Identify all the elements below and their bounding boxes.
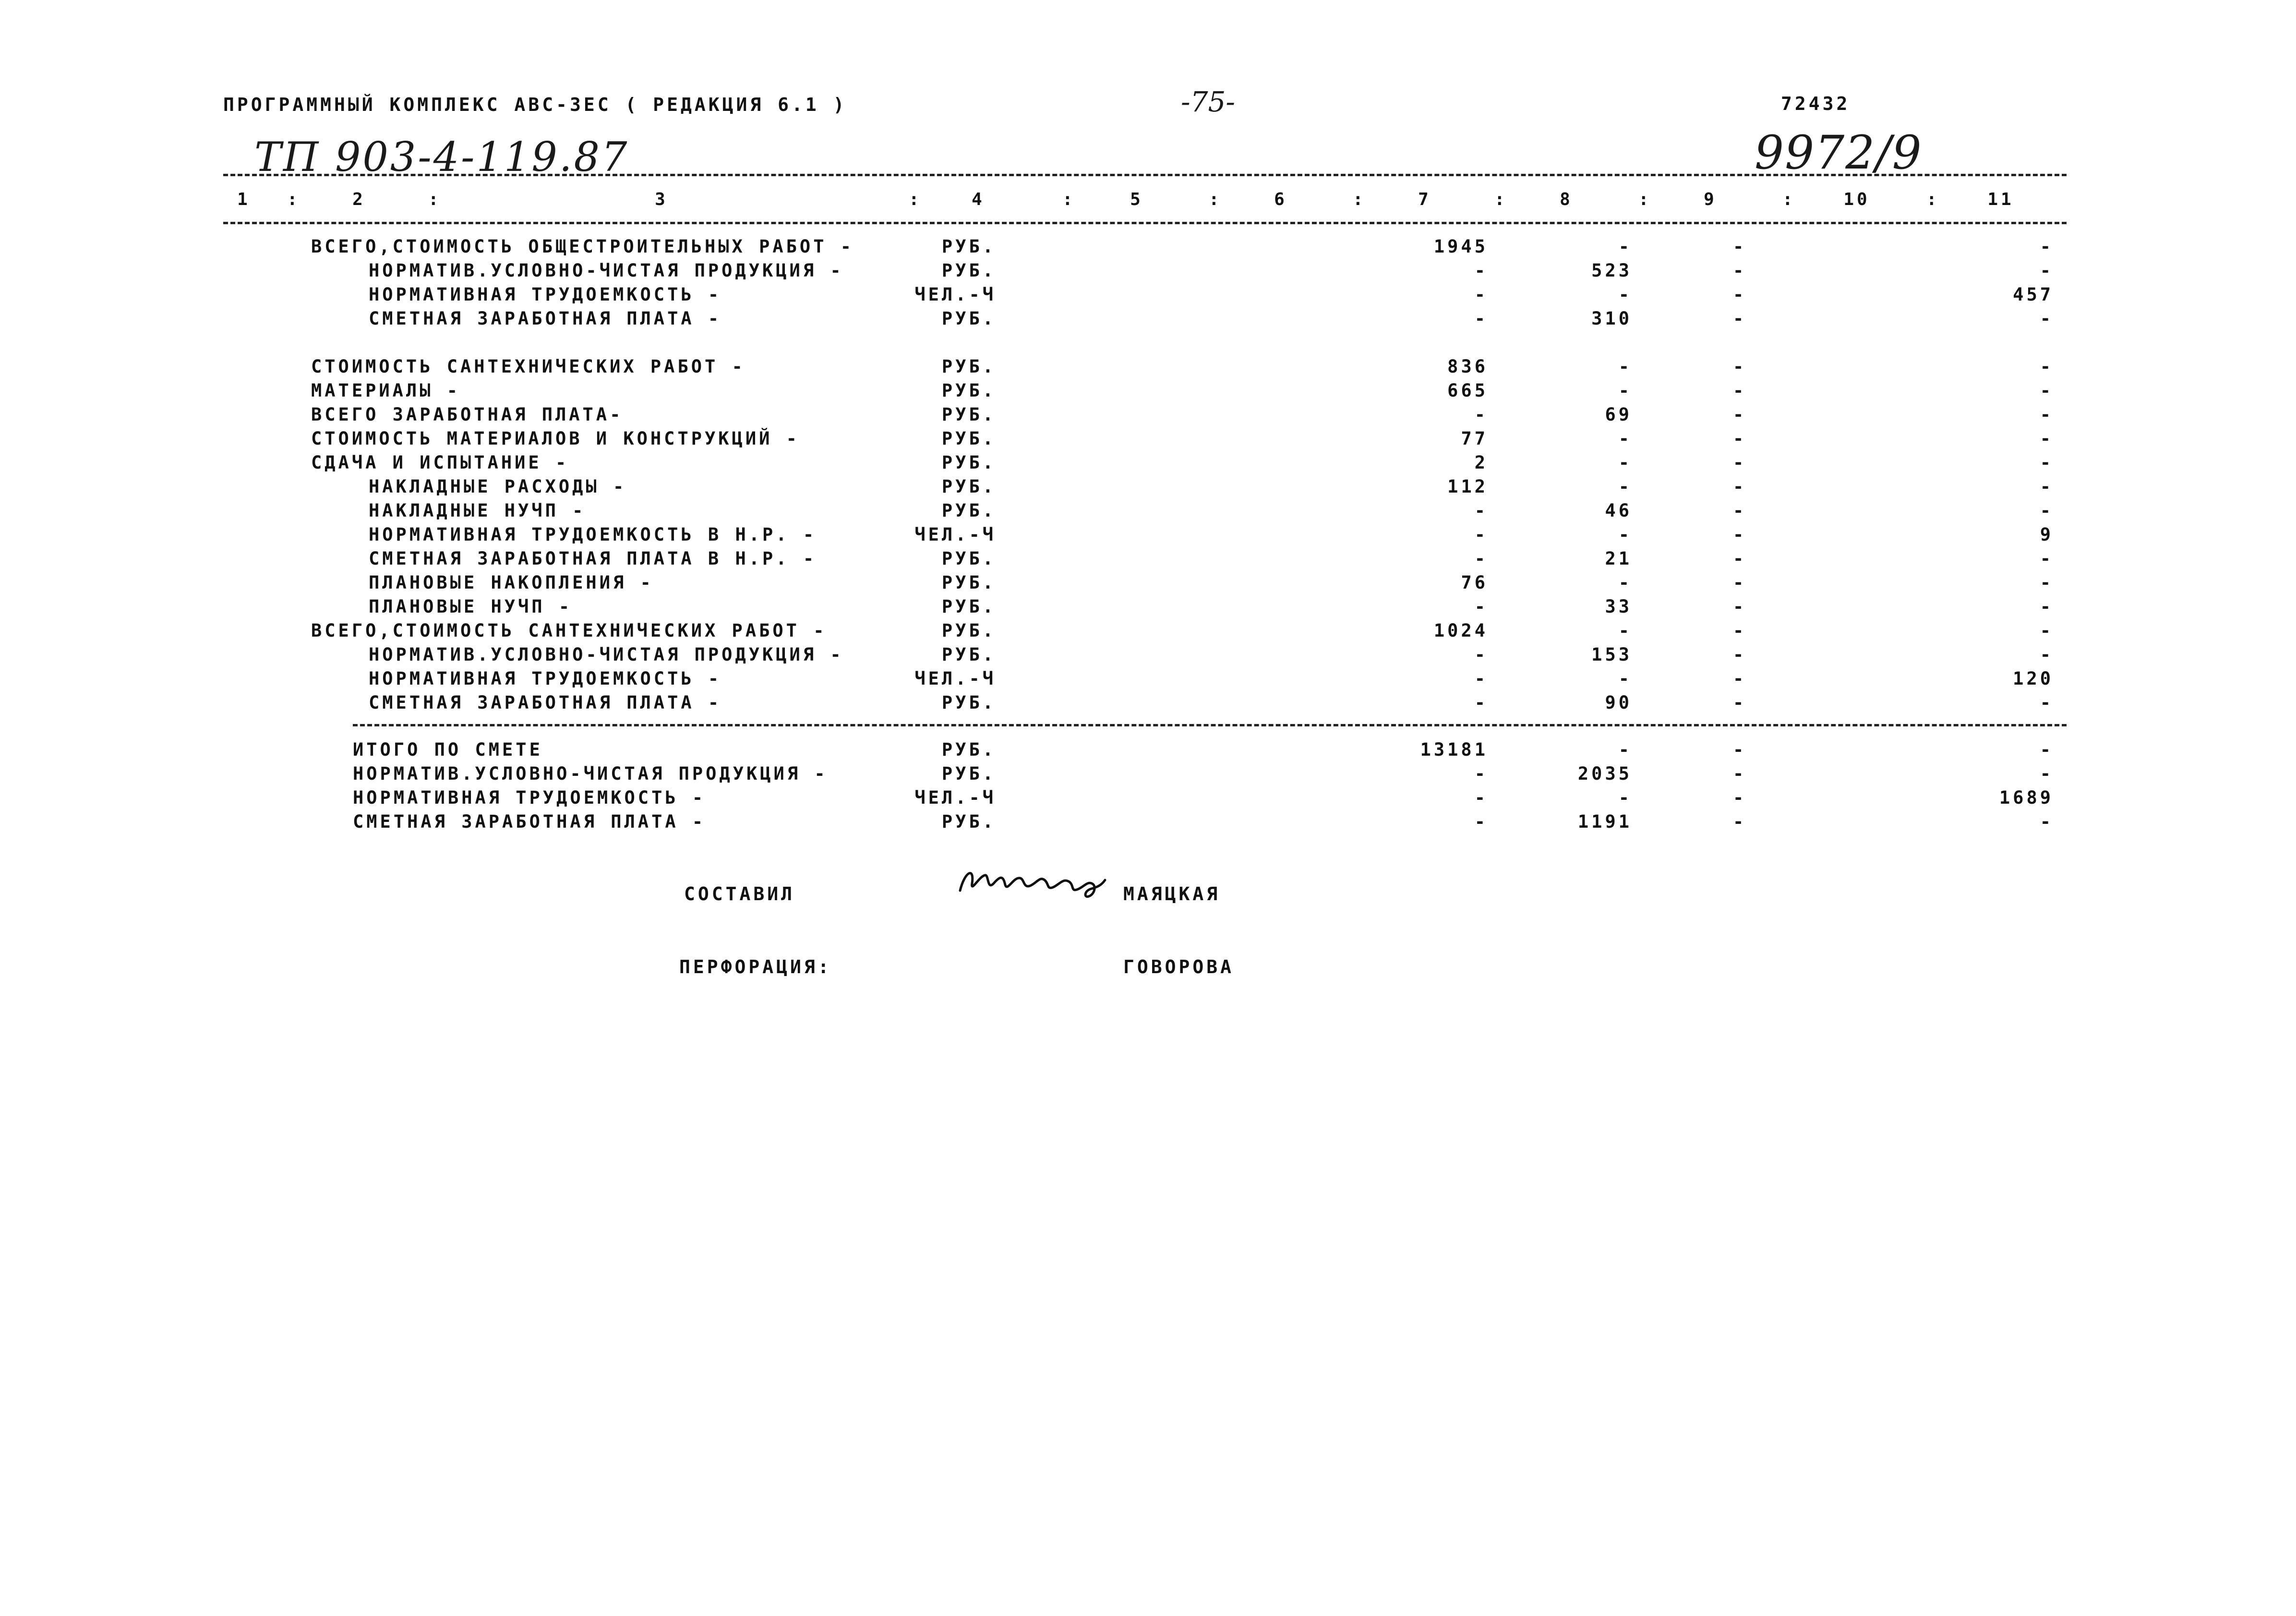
- col8-cell: 1191: [1577, 811, 1632, 832]
- col8-cell: 2035: [1577, 763, 1632, 784]
- table-row: [0, 787, 2296, 811]
- column-header-11: 11: [1987, 190, 2014, 209]
- col11-cell: -: [2040, 644, 2054, 665]
- program-header: ПРОГРАММНЫЙ КОМПЛЕКС АВС-ЗЕС ( РЕДАКЦИЯ 6.1 ): [223, 94, 847, 115]
- column-header-5: 5: [1130, 190, 1143, 209]
- row-label: СМЕТНАЯ ЗАРАБОТНАЯ ПЛАТА -: [369, 308, 722, 329]
- column-header-2: 2: [352, 190, 366, 209]
- col9-cell: -: [1733, 452, 1747, 473]
- compiled-by-label: СОСТАВИЛ: [684, 883, 795, 904]
- col9-cell: -: [1733, 284, 1747, 305]
- col9-cell: -: [1733, 548, 1747, 569]
- col7-cell: -: [1474, 284, 1488, 305]
- column-separator: :: [1209, 190, 1222, 209]
- col7-cell: -: [1474, 524, 1488, 545]
- col7-cell: -: [1474, 500, 1488, 521]
- row-label: ВСЕГО,СТОИМОСТЬ ОБЩЕСТРОИТЕЛЬНЫХ РАБОТ -: [311, 236, 854, 257]
- col11-cell: 9: [2040, 524, 2054, 545]
- col9-cell: -: [1733, 308, 1747, 329]
- col11-cell: -: [2040, 620, 2054, 641]
- unit-cell: ЧЕЛ.-Ч: [914, 284, 996, 305]
- col9-cell: -: [1733, 500, 1747, 521]
- col9-cell: -: [1733, 787, 1747, 808]
- column-separator: :: [1638, 190, 1652, 209]
- col8-cell: -: [1618, 284, 1632, 305]
- col11-cell: 457: [2013, 284, 2054, 305]
- compiled-by-name: МАЯЦКАЯ: [1123, 883, 1221, 904]
- top-divider: [223, 174, 2067, 176]
- col7-cell: 77: [1461, 428, 1488, 449]
- column-header-9: 9: [1704, 190, 1717, 209]
- unit-cell: РУБ.: [941, 548, 996, 569]
- col8-cell: 310: [1591, 308, 1632, 329]
- row-label: НОРМАТИВНАЯ ТРУДОЕМКОСТЬ -: [369, 284, 722, 305]
- table-row: [0, 668, 2296, 692]
- column-separator: :: [1926, 190, 1940, 209]
- col9-cell: -: [1733, 236, 1747, 257]
- col11-cell: -: [2040, 428, 2054, 449]
- col7-cell: 1945: [1433, 236, 1488, 257]
- table-row: [0, 548, 2296, 572]
- table-row: [0, 308, 2296, 332]
- unit-cell: РУБ.: [941, 356, 996, 377]
- row-label: ВСЕГО ЗАРАБОТНАЯ ПЛАТА-: [311, 404, 624, 425]
- col7-cell: -: [1474, 596, 1488, 617]
- unit-cell: РУБ.: [941, 572, 996, 593]
- col7-cell: -: [1474, 308, 1488, 329]
- col8-cell: -: [1618, 380, 1632, 401]
- col11-cell: 120: [2013, 668, 2054, 689]
- col11-cell: -: [2040, 596, 2054, 617]
- col8-cell: -: [1618, 356, 1632, 377]
- column-header-6: 6: [1274, 190, 1287, 209]
- col11-cell: -: [2040, 692, 2054, 713]
- col7-cell: -: [1474, 644, 1488, 665]
- unit-cell: РУБ.: [941, 236, 996, 257]
- table-row: [0, 380, 2296, 404]
- col9-cell: -: [1733, 524, 1747, 545]
- table-row: [0, 236, 2296, 260]
- unit-cell: РУБ.: [941, 811, 996, 832]
- row-label: МАТЕРИАЛЫ -: [311, 380, 461, 401]
- page-number: -75-: [1181, 85, 1235, 118]
- col8-cell: -: [1618, 739, 1632, 760]
- perforation-name: ГОВОРОВА: [1123, 956, 1235, 977]
- col9-cell: -: [1733, 763, 1747, 784]
- unit-cell: РУБ.: [941, 404, 996, 425]
- col9-cell: -: [1733, 596, 1747, 617]
- unit-cell: РУБ.: [941, 260, 996, 281]
- row-label: НОРМАТИВ.УСЛОВНО-ЧИСТАЯ ПРОДУКЦИЯ -: [369, 260, 844, 281]
- row-label: СТОИМОСТЬ МАТЕРИАЛОВ И КОНСТРУКЦИЙ -: [311, 428, 800, 449]
- table-row: [0, 739, 2296, 763]
- col11-cell: -: [2040, 739, 2054, 760]
- col7-cell: -: [1474, 811, 1488, 832]
- col7-cell: -: [1474, 763, 1488, 784]
- col9-cell: -: [1733, 260, 1747, 281]
- unit-cell: РУБ.: [941, 596, 996, 617]
- row-label: НОРМАТИВ.УСЛОВНО-ЧИСТАЯ ПРОДУКЦИЯ -: [369, 644, 844, 665]
- col9-cell: -: [1733, 356, 1747, 377]
- column-header-7: 7: [1418, 190, 1431, 209]
- col11-cell: -: [2040, 763, 2054, 784]
- table-row: [0, 500, 2296, 524]
- col7-cell: -: [1474, 404, 1488, 425]
- col8-cell: -: [1618, 572, 1632, 593]
- col8-cell: 46: [1605, 500, 1632, 521]
- row-label: СТОИМОСТЬ САНТЕХНИЧЕСКИХ РАБОТ -: [311, 356, 745, 377]
- table-row: [0, 811, 2296, 835]
- col8-cell: -: [1618, 668, 1632, 689]
- table-row: [0, 524, 2296, 548]
- column-separator: :: [1062, 190, 1076, 209]
- col7-cell: 76: [1461, 572, 1488, 593]
- col9-cell: -: [1733, 404, 1747, 425]
- column-header-10: 10: [1843, 190, 1870, 209]
- row-label: ПЛАНОВЫЕ НУЧП -: [369, 596, 573, 617]
- col9-cell: -: [1733, 692, 1747, 713]
- project-number: ТП 903-4-119.87: [254, 133, 629, 181]
- row-label: СМЕТНАЯ ЗАРАБОТНАЯ ПЛАТА -: [353, 811, 706, 832]
- col7-cell: 1024: [1433, 620, 1488, 641]
- table-row: [0, 692, 2296, 716]
- column-header-3: 3: [655, 190, 668, 209]
- row-label: НАКЛАДНЫЕ НУЧП -: [369, 500, 586, 521]
- col8-cell: -: [1618, 452, 1632, 473]
- row-label: НОРМАТИВНАЯ ТРУДОЕМКОСТЬ -: [353, 787, 706, 808]
- row-label: ИТОГО ПО СМЕТЕ: [353, 739, 543, 760]
- document-code: 72432: [1781, 93, 1851, 114]
- table-row: [0, 260, 2296, 284]
- col8-cell: 90: [1605, 692, 1632, 713]
- col11-cell: -: [2040, 236, 2054, 257]
- table-row: [0, 620, 2296, 644]
- table-row: [0, 476, 2296, 500]
- unit-cell: РУБ.: [941, 428, 996, 449]
- unit-cell: РУБ.: [941, 620, 996, 641]
- column-separator: :: [428, 190, 442, 209]
- unit-cell: РУБ.: [941, 308, 996, 329]
- col8-cell: -: [1618, 620, 1632, 641]
- col8-cell: -: [1618, 524, 1632, 545]
- unit-cell: РУБ.: [941, 739, 996, 760]
- table-row: [0, 428, 2296, 452]
- unit-cell: РУБ.: [941, 763, 996, 784]
- col9-cell: -: [1733, 572, 1747, 593]
- col8-cell: -: [1618, 428, 1632, 449]
- column-header-4: 4: [972, 190, 985, 209]
- col8-cell: 69: [1605, 404, 1632, 425]
- unit-cell: РУБ.: [941, 380, 996, 401]
- col9-cell: -: [1733, 644, 1747, 665]
- col9-cell: -: [1733, 476, 1747, 497]
- column-separator: :: [287, 190, 301, 209]
- col7-cell: -: [1474, 548, 1488, 569]
- row-label: СДАЧА И ИСПЫТАНИЕ -: [311, 452, 569, 473]
- unit-cell: РУБ.: [941, 452, 996, 473]
- col9-cell: -: [1733, 739, 1747, 760]
- col8-cell: -: [1618, 787, 1632, 808]
- col9-cell: -: [1733, 668, 1747, 689]
- document-number: 9972/9: [1755, 126, 1923, 180]
- col7-cell: 665: [1447, 380, 1488, 401]
- col11-cell: -: [2040, 356, 2054, 377]
- col8-cell: 33: [1605, 596, 1632, 617]
- table-row: [0, 763, 2296, 787]
- col11-cell: 1689: [1999, 787, 2054, 808]
- col11-cell: -: [2040, 260, 2054, 281]
- col9-cell: -: [1733, 811, 1747, 832]
- col7-cell: 112: [1447, 476, 1488, 497]
- column-separator: :: [909, 190, 922, 209]
- column-separator: :: [1353, 190, 1366, 209]
- table-row: [0, 572, 2296, 596]
- col7-cell: -: [1474, 787, 1488, 808]
- column-separator: :: [1494, 190, 1508, 209]
- table-row: [0, 644, 2296, 668]
- col11-cell: -: [2040, 811, 2054, 832]
- col11-cell: -: [2040, 548, 2054, 569]
- row-label: ПЛАНОВЫЕ НАКОПЛЕНИЯ -: [369, 572, 654, 593]
- row-label: НОРМАТИВНАЯ ТРУДОЕМКОСТЬ В Н.Р. -: [369, 524, 817, 545]
- col11-cell: -: [2040, 404, 2054, 425]
- table-row: [0, 404, 2296, 428]
- row-label: ВСЕГО,СТОИМОСТЬ САНТЕХНИЧЕСКИХ РАБОТ -: [311, 620, 827, 641]
- col7-cell: 13181: [1420, 739, 1488, 760]
- col8-cell: 523: [1591, 260, 1632, 281]
- col9-cell: -: [1733, 428, 1747, 449]
- header-divider: [223, 222, 2067, 224]
- col8-cell: 21: [1605, 548, 1632, 569]
- perforation-label: ПЕРФОРАЦИЯ:: [679, 956, 832, 977]
- row-label: СМЕТНАЯ ЗАРАБОТНАЯ ПЛАТА В Н.Р. -: [369, 548, 817, 569]
- col9-cell: -: [1733, 380, 1747, 401]
- row-label: НОРМАТИВ.УСЛОВНО-ЧИСТАЯ ПРОДУКЦИЯ -: [353, 763, 828, 784]
- col7-cell: 2: [1474, 452, 1488, 473]
- col11-cell: -: [2040, 452, 2054, 473]
- row-label: НОРМАТИВНАЯ ТРУДОЕМКОСТЬ -: [369, 668, 722, 689]
- unit-cell: РУБ.: [941, 476, 996, 497]
- table-row: [0, 356, 2296, 380]
- unit-cell: ЧЕЛ.-Ч: [914, 668, 996, 689]
- column-header-8: 8: [1560, 190, 1573, 209]
- col11-cell: -: [2040, 308, 2054, 329]
- totals-divider: [353, 724, 2067, 726]
- unit-cell: ЧЕЛ.-Ч: [914, 524, 996, 545]
- column-separator: :: [1782, 190, 1796, 209]
- table-row: [0, 284, 2296, 308]
- unit-cell: ЧЕЛ.-Ч: [914, 787, 996, 808]
- signature-image: [955, 857, 1109, 905]
- col7-cell: -: [1474, 260, 1488, 281]
- row-label: СМЕТНАЯ ЗАРАБОТНАЯ ПЛАТА -: [369, 692, 722, 713]
- unit-cell: РУБ.: [941, 500, 996, 521]
- unit-cell: РУБ.: [941, 692, 996, 713]
- col11-cell: -: [2040, 380, 2054, 401]
- col11-cell: -: [2040, 476, 2054, 497]
- table-row: [0, 452, 2296, 476]
- col7-cell: -: [1474, 692, 1488, 713]
- table-row: [0, 596, 2296, 620]
- col11-cell: -: [2040, 500, 2054, 521]
- col7-cell: 836: [1447, 356, 1488, 377]
- col8-cell: 153: [1591, 644, 1632, 665]
- col9-cell: -: [1733, 620, 1747, 641]
- col11-cell: -: [2040, 572, 2054, 593]
- col7-cell: -: [1474, 668, 1488, 689]
- column-header-1: 1: [237, 190, 251, 209]
- col8-cell: -: [1618, 236, 1632, 257]
- col8-cell: -: [1618, 476, 1632, 497]
- row-label: НАКЛАДНЫЕ РАСХОДЫ -: [369, 476, 627, 497]
- unit-cell: РУБ.: [941, 644, 996, 665]
